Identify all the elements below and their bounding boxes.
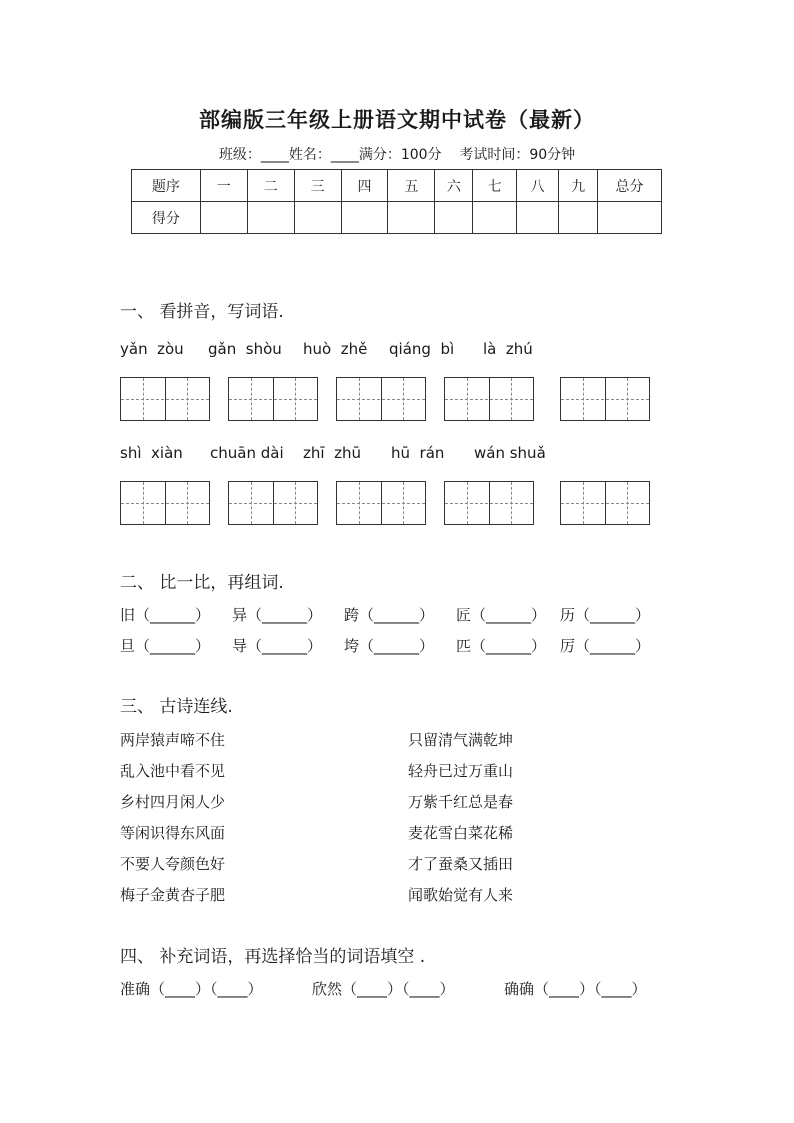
writing-grid-box[interactable] [560, 481, 650, 525]
section-3-heading: 三、 古诗连线. [120, 697, 233, 717]
score-table-header-cell: 六 [435, 170, 473, 202]
score-cell[interactable] [341, 202, 388, 234]
idiom-fill-item[interactable]: 欣然（____）（____） [312, 980, 455, 998]
page-title: 部编版三年级上册语文期中试卷（最新） [199, 107, 595, 132]
writing-grid-box[interactable] [120, 481, 210, 525]
section-1-heading: 一、 看拼音，写词语. [120, 302, 284, 322]
poem-line-left[interactable]: 两岸猿声啼不住 [120, 731, 226, 749]
score-table-header-cell: 一 [200, 170, 247, 202]
poem-line-left[interactable]: 梅子金黄杏子肥 [120, 886, 226, 904]
score-cell[interactable] [247, 202, 294, 234]
section-4-heading: 四、 补充词语，再选择恰当的词语填空 . [120, 947, 426, 967]
poem-line-right[interactable]: 才了蚕桑又插田 [408, 855, 514, 873]
pinyin-label: zhī zhū [303, 444, 361, 462]
word-compare-item[interactable]: 导（______） [232, 637, 323, 655]
poem-line-right[interactable]: 万紫千红总是春 [408, 793, 514, 811]
score-cell[interactable] [598, 202, 662, 234]
pinyin-label: shì xiàn [120, 444, 183, 462]
student-info-line: 班级：____姓名：____满分：100分 考试时间：90分钟 [218, 147, 576, 163]
poem-line-left[interactable]: 乱入池中看不见 [120, 762, 226, 780]
score-cell[interactable] [473, 202, 517, 234]
score-table-header-cell: 四 [341, 170, 388, 202]
score-cell[interactable] [517, 202, 559, 234]
pinyin-label: hū rán [391, 444, 445, 462]
pinyin-label: gǎn shòu [208, 340, 282, 358]
word-compare-item[interactable]: 旧（______） [120, 606, 211, 624]
score-table-header-cell: 八 [517, 170, 559, 202]
score-cell[interactable] [388, 202, 435, 234]
word-compare-item[interactable]: 垮（______） [344, 637, 435, 655]
word-compare-item[interactable]: 异（______） [232, 606, 323, 624]
score-table [131, 169, 662, 234]
word-compare-item[interactable]: 旦（______） [120, 637, 211, 655]
pinyin-label: wán shuǎ [474, 444, 546, 462]
pinyin-label: là zhú [483, 340, 533, 358]
writing-grid-box[interactable] [444, 377, 534, 421]
score-cell[interactable] [294, 202, 341, 234]
poem-line-right[interactable]: 只留清气满乾坤 [408, 731, 514, 749]
score-table-header-cell: 题序 [132, 170, 201, 202]
writing-grid-box[interactable] [228, 377, 318, 421]
word-compare-item[interactable]: 跨（______） [344, 606, 435, 624]
score-table-header-cell: 总分 [598, 170, 662, 202]
score-table-header-cell: 九 [559, 170, 598, 202]
poem-line-right[interactable]: 闻歌始觉有人来 [408, 886, 514, 904]
score-cell[interactable] [200, 202, 247, 234]
writing-grid-box[interactable] [560, 377, 650, 421]
score-table-header-cell: 三 [294, 170, 341, 202]
word-compare-item[interactable]: 匠（______） [456, 606, 547, 624]
section-2-heading: 二、 比一比，再组词. [120, 573, 284, 593]
score-row-label: 得分 [132, 202, 201, 234]
score-table-header-cell: 七 [473, 170, 517, 202]
poem-line-right[interactable]: 轻舟已过万重山 [408, 762, 514, 780]
writing-grid-box[interactable] [336, 377, 426, 421]
score-cell[interactable] [559, 202, 598, 234]
idiom-fill-item[interactable]: 准确（____）（____） [120, 980, 263, 998]
idiom-fill-item[interactable]: 确确（____）（____） [504, 980, 647, 998]
pinyin-label: chuān dài [210, 444, 284, 462]
writing-grid-box[interactable] [444, 481, 534, 525]
writing-grid-box[interactable] [120, 377, 210, 421]
score-table-header-cell: 二 [247, 170, 294, 202]
poem-line-left[interactable]: 等闲识得东风面 [120, 824, 226, 842]
score-table-header-row [132, 170, 662, 202]
score-table-score-row [132, 202, 662, 234]
word-compare-item[interactable]: 匹（______） [456, 637, 547, 655]
word-compare-item[interactable]: 厉（______） [560, 637, 651, 655]
score-cell[interactable] [435, 202, 473, 234]
score-table-header-cell: 五 [388, 170, 435, 202]
pinyin-label: huò zhě [303, 340, 368, 358]
poem-line-left[interactable]: 乡村四月闲人少 [120, 793, 226, 811]
pinyin-label: yǎn zòu [120, 340, 184, 358]
poem-line-right[interactable]: 麦花雪白菜花稀 [408, 824, 514, 842]
word-compare-item[interactable]: 历（______） [560, 606, 651, 624]
writing-grid-box[interactable] [228, 481, 318, 525]
poem-line-left[interactable]: 不要人夸颜色好 [120, 855, 226, 873]
pinyin-label: qiáng bì [389, 340, 455, 358]
writing-grid-box[interactable] [336, 481, 426, 525]
